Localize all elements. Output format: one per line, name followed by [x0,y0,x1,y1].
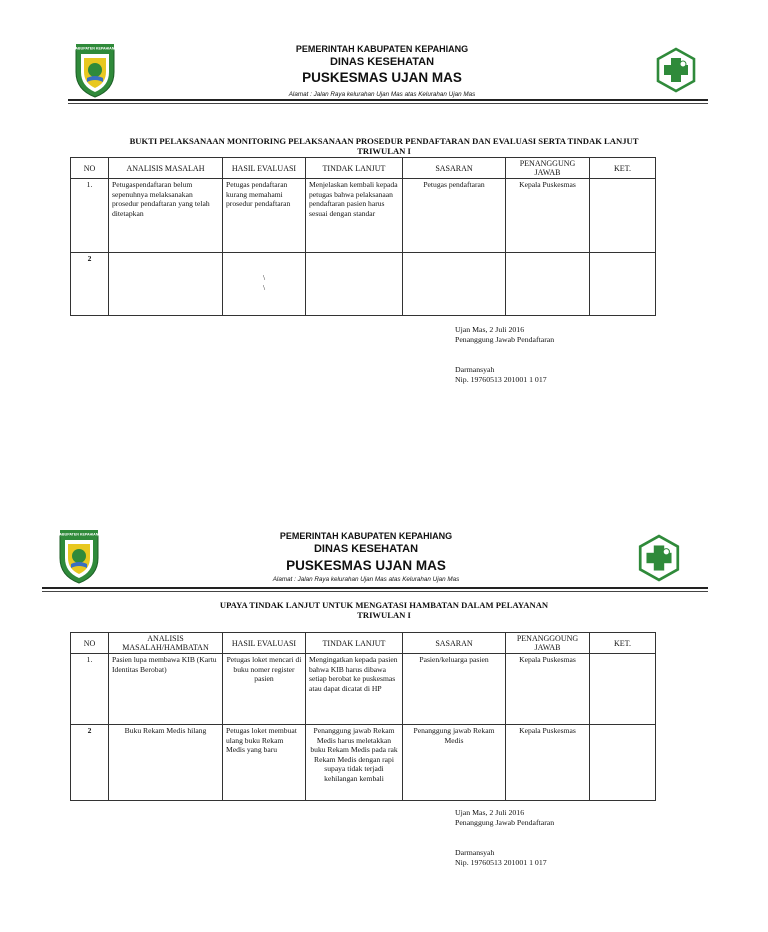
cell-tindak: Menjelaskan kembali kepada petugas bahwa pelaksanaan pendaftaran pasien harus sesuai dengan standar [306,179,403,253]
cell-sasaran [403,253,506,316]
header-divider [42,587,708,589]
followup-table [70,632,656,801]
kepahiang-emblem-icon [56,528,102,584]
document-title-line2: TRIWULAN I [357,146,411,156]
document-title-line1: BUKTI PELAKSANAAN MONITORING PELAKSANAAN PROSEDUR PENDAFTARAN DAN EVALUASI SERTA TINDAK LANJUT [129,136,639,146]
cell-no: 2 [71,253,109,316]
header-address: Alamat : Jalan Raya kelurahan Ujan Mas atas Kelurahan Ujan Mas [288,91,476,98]
monitoring-table [70,157,656,316]
cell-tindak: Mengingatkan kepada pasien bahwa KIB harus dibawa setiap berobat ke puskesmas atau dapat dicatat di HP [306,654,403,725]
emblem-banner-text: KABUPATEN KEPAHIANG [56,532,102,537]
cell-sasaran: Pasien/keluarga pasien [403,654,506,725]
col-ket: KET. [590,633,656,654]
col-sasaran: SASARAN [403,158,506,179]
table-row [71,253,656,316]
cell-analisis: Petugaspendaftaran belum sepenuhnya melaksanakan prosedur pendaftaran yang telah ditetapkan [109,179,223,253]
signature-block [455,808,554,868]
signature-nip: Nip. 19760513 201001 1 017 [455,375,547,384]
cell-ket [590,654,656,725]
letterhead [0,0,768,110]
header-divider-thin [68,103,708,104]
cell-hasil: Petugas loket mencari di buku nomer register pasien [223,654,306,725]
header-divider [68,99,708,101]
cell-ket [590,725,656,801]
col-hasil: HASIL EVALUASI [223,633,306,654]
cell-analisis: Buku Rekam Medis hilang [109,725,223,801]
cell-no: 1. [71,179,109,253]
header-puskesmas: PUSKESMAS UJAN MAS [302,70,462,85]
sheet-2 [0,466,768,932]
cell-hasil: Petugas pendaftaran kurang memahami prosedur pendaftaran [223,179,306,253]
header-agency: DINAS KESEHATAN [313,543,419,555]
puskesmas-logo-icon [636,534,682,582]
col-hasil: HASIL EVALUASI [223,158,306,179]
cell-tindak [306,253,403,316]
table-row [71,654,656,725]
signature-role: Penanggung Jawab Pendaftaran [455,335,555,344]
cell-analisis [109,253,223,316]
table-header-row [71,158,656,179]
document-title-line1: UPAYA TINDAK LANJUT UNTUK MENGATASI HAMBATAN DALAM PELAYANAN [219,600,549,610]
col-pj: PENANGGUNG JAWAB [506,158,590,179]
document-title [40,136,728,156]
signature-name: Darmansyah [455,365,495,374]
cell-pj: Kepala Puskesmas [506,179,590,253]
cell-tindak: Penanggung jawab Rekam Medis harus meletakkan buku Rekam Medis pada rak Rekam Medis dengan rapi supaya tidak terjadi kehilangan kembali [306,725,403,801]
header-government: PEMERINTAH KABUPATEN KEPAHIANG [295,44,469,54]
cell-pj: Kepala Puskesmas [506,725,590,801]
signature-place-date: Ujan Mas, 2 Juli 2016 [455,808,525,817]
cell-ket [590,253,656,316]
cell-no: 2 [71,725,109,801]
col-ket: KET. [590,158,656,179]
col-no: NO [71,158,109,179]
emblem-banner-text: KABUPATEN KEPAHIANG [72,46,118,51]
header-government: PEMERINTAH KABUPATEN KEPAHIANG [279,531,453,541]
col-tindak: TINDAK LANJUT [306,158,403,179]
signature-role: Penanggung Jawab Pendaftaran [455,818,555,827]
col-no: NO [71,633,109,654]
cell-hasil: \ \ [223,253,306,316]
signature-name: Darmansyah [455,848,495,857]
letterhead [0,466,768,596]
col-tindak: TINDAK LANJUT [306,633,403,654]
signature-block [455,325,554,385]
table-row [71,725,656,801]
cell-hasil: Petugas loket membuat ulang buku Rekam Medis yang baru [223,725,306,801]
signature-place-date: Ujan Mas, 2 Juli 2016 [455,325,525,334]
col-analisis: ANALISIS MASALAH/HAMBATAN [109,633,223,654]
table-header-row [71,633,656,654]
col-sasaran: SASARAN [403,633,506,654]
cell-analisis: Pasien lupa membawa KIB (Kartu Identitas Berobat) [109,654,223,725]
col-analisis: ANALISIS MASALAH [109,158,223,179]
header-divider-thin [42,591,708,592]
table-row [71,179,656,253]
header-puskesmas: PUSKESMAS UJAN MAS [286,558,446,573]
cell-pj: Kepala Puskesmas [506,654,590,725]
kepahiang-emblem-icon [72,42,118,98]
col-pj: PENANGGOUNG JAWAB [506,633,590,654]
cell-no: 1. [71,654,109,725]
signature-nip: Nip. 19760513 201001 1 017 [455,858,547,867]
document-title [40,600,728,620]
cell-pj [506,253,590,316]
document-title-line2: TRIWULAN I [357,610,411,620]
puskesmas-logo-icon [654,47,698,93]
cell-ket [590,179,656,253]
cell-sasaran: Penanggung jawab Rekam Medis [403,725,506,801]
header-address: Alamat : Jalan Raya kelurahan Ujan Mas atas Kelurahan Ujan Mas [272,576,460,583]
header-agency: DINAS KESEHATAN [329,56,435,68]
cell-sasaran: Petugas pendaftaran [403,179,506,253]
